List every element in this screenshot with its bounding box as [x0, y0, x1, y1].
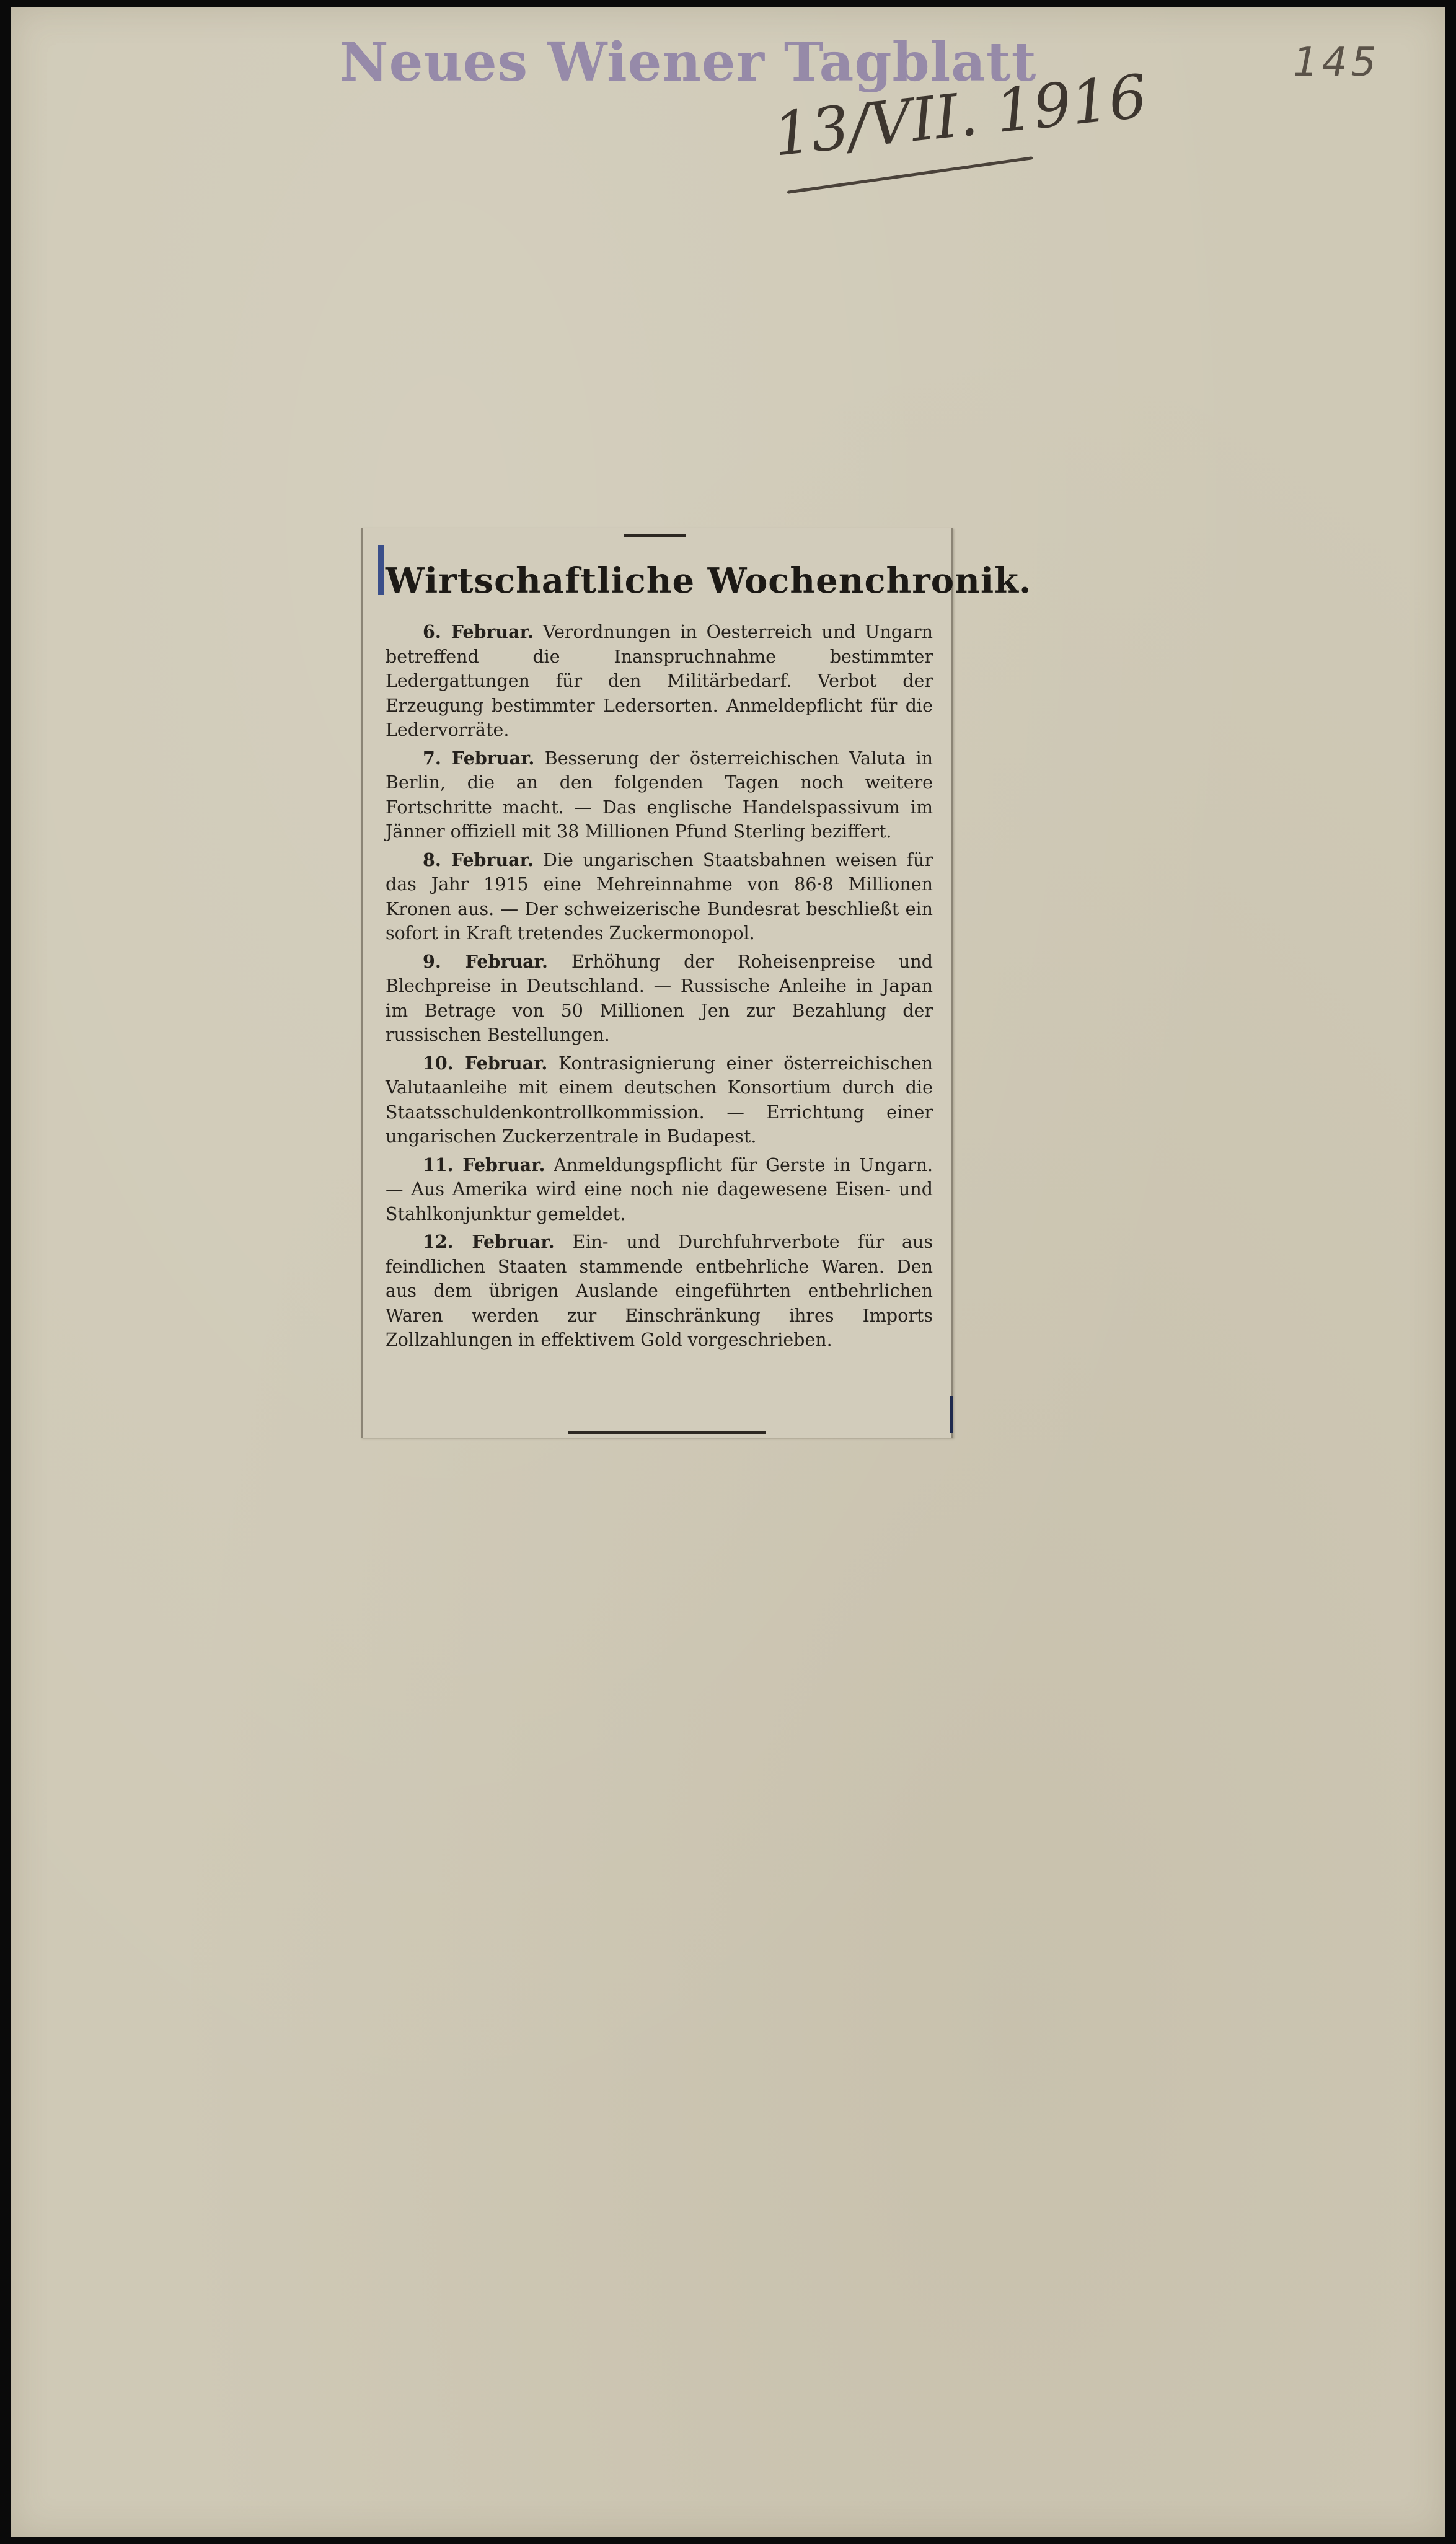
entry-date: 9. Februar. [423, 950, 548, 972]
clipping-bottom-rule [568, 1431, 766, 1434]
entry-date: 10. Februar. [423, 1052, 548, 1074]
entry-11-februar [386, 1153, 933, 1227]
entry-date: 7. Februar. [423, 747, 535, 769]
newspaper-stamp: Neues Wiener Tagblatt [340, 31, 1037, 94]
entry-text: Ein- und Durchfuhrverbote für aus feindlichen Staaten stammende entbehrliche Waren. Den aus dem übrigen Auslande eingeführten entbehrlichen Waren werden zur Einschränkung ihres Imports Zollzahlungen in effektivem Gold vorgeschrieben. [386, 1232, 933, 1350]
entry-9-februar [386, 950, 933, 1048]
entry-8-februar [386, 848, 933, 946]
entry-date: 6. Februar. [423, 621, 534, 642]
newspaper-clipping [361, 528, 1032, 1438]
entry-10-februar [386, 1051, 933, 1149]
archive-sheet [11, 7, 1445, 2537]
entry-6-februar [386, 620, 933, 743]
entry-text: Die ungarischen Staatsbahnen weisen für das Jahr 1915 eine Mehreinnahme von 86·8 Millionen Kronen aus. — Der schweizerische Bundesrat beschließt ein sofort in Kraft tretendes Zuckermonopol. [386, 849, 933, 943]
entry-12-februar [386, 1230, 933, 1353]
handwritten-date: 13/VII. 1916 [770, 61, 1150, 170]
entry-date: 8. Februar. [423, 849, 534, 870]
clipping-title: Wirtschaftliche Wochenchronik. [386, 560, 1032, 601]
clipping-top-rule [624, 534, 686, 537]
entry-7-februar [386, 746, 933, 844]
ink-mark [950, 1396, 953, 1433]
entry-date: 12. Februar. [423, 1231, 555, 1252]
entry-text: Besserung der österreichischen Valuta in Berlin, die an den folgenden Tagen noch weitere Fortschritte macht. — Das englische Handelspassivum im Jänner offiziell mit 38 Millionen Pfund Sterling beziffert. [386, 748, 933, 842]
entry-text: Anmeldungspflicht für Gerste in Ungarn. — Aus Amerika wird eine noch nie dagewesene Eisen- und Stahlkonjunktur gemeldet. [386, 1154, 933, 1224]
entry-text: Verordnungen in Oesterreich und Ungarn betreffend die Inanspruchnahme bestimmter Ledergattungen für den Militärbedarf. Verbot der Erzeugung bestimmter Ledersorten. Anmeldepflicht für die Ledervorräte. [386, 622, 933, 740]
folio-number: 145 [1293, 40, 1380, 86]
entry-text: Erhöhung der Roheisenpreise und Blechpreise in Deutschland. — Russische Anleihe in Japan im Betrage von 50 Millionen Jen zur Bezahlung der russischen Bestellungen. [386, 951, 933, 1045]
blue-pencil-mark [378, 545, 384, 595]
entry-date: 11. Februar. [423, 1154, 545, 1175]
entry-text: Kontrasignierung einer österreichischen Valutaanleihe mit einem deutschen Konsortium durch die Staatsschuldenkontrollkommission. — Errichtung einer ungarischen Zuckerzentrale in Budapest. [386, 1053, 933, 1147]
